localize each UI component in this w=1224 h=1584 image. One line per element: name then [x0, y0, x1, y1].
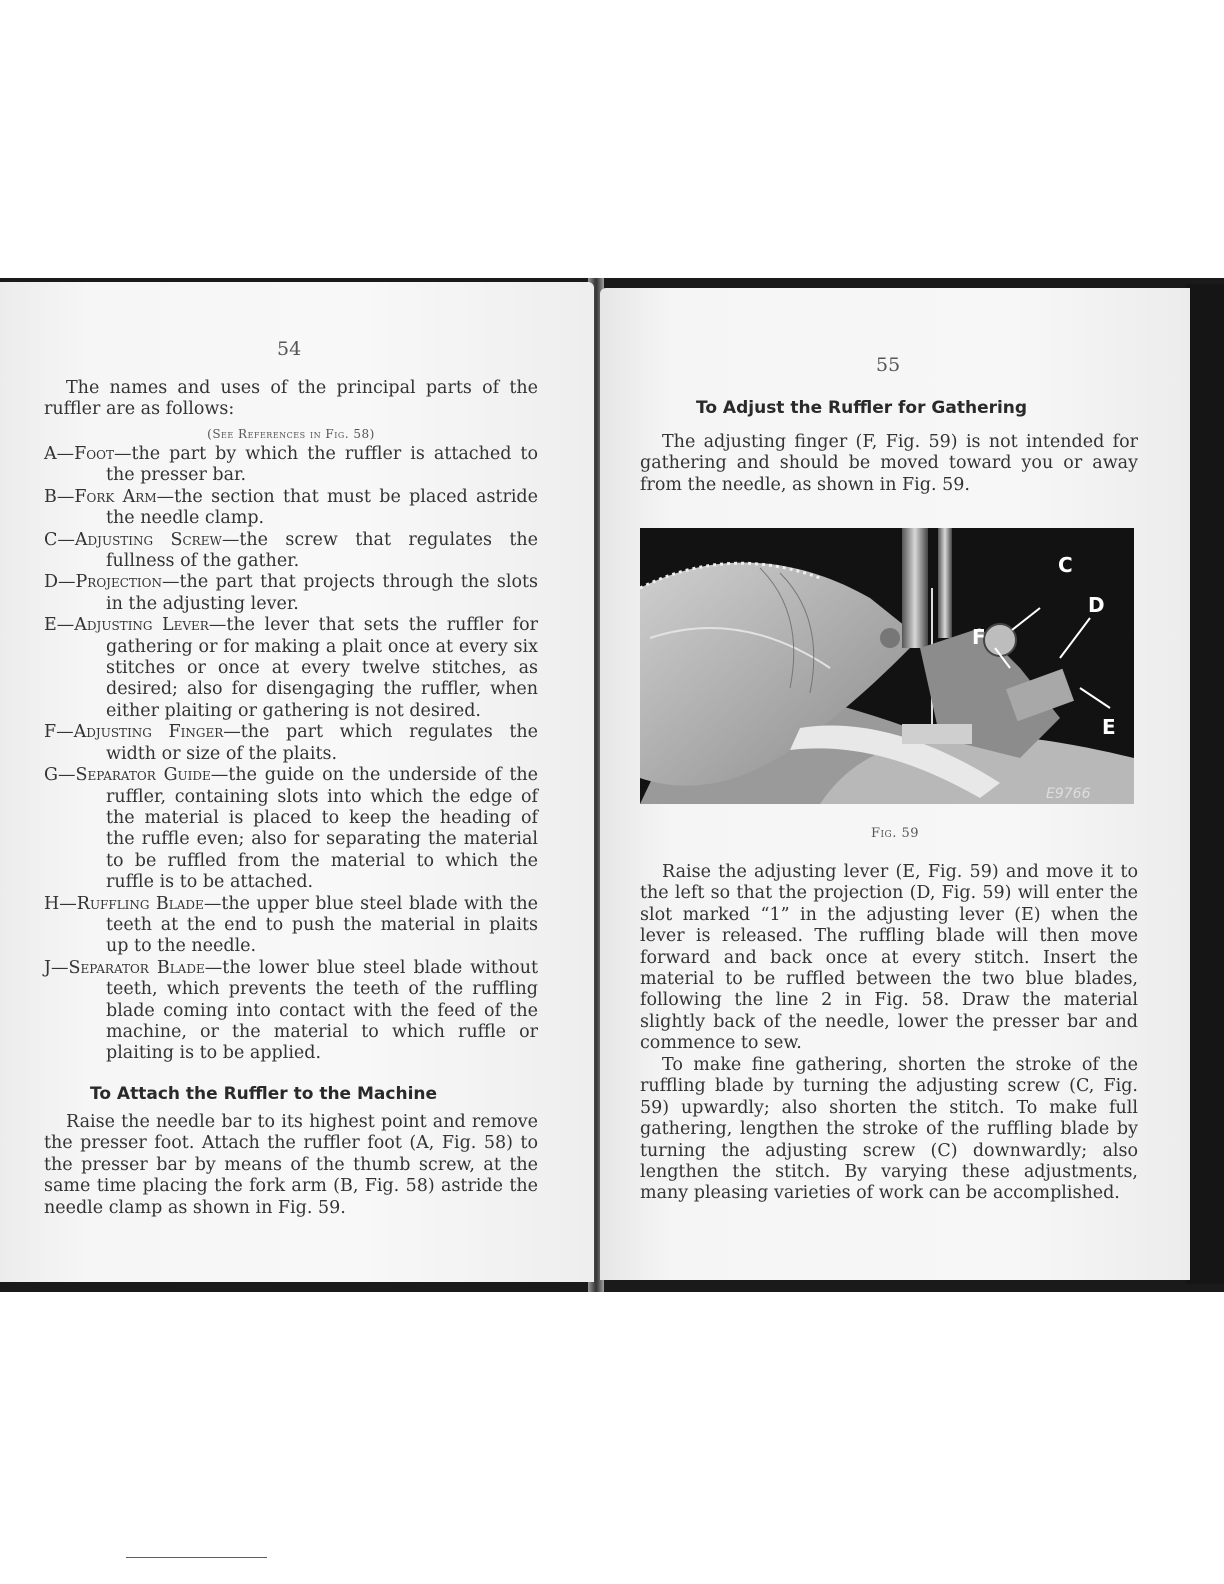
link-underline	[126, 1557, 267, 1558]
adjust-heading: To Adjust the Ruffler for Gathering	[696, 398, 1028, 418]
part-term: Fork Arm	[74, 486, 157, 507]
part-description: the lower blue steel blade without teeth, which prevents the teeth of the ruffling blade coming into contact with the feed of the machine, or the material to which ruffle or plaiting is to be applied.	[106, 957, 538, 1064]
part-letter: H	[44, 893, 60, 914]
parts-list-item: F—Adjusting Finger—the part which regulates the width or size of the plaits.	[44, 722, 538, 764]
part-term: Ruffling Blade	[76, 893, 204, 914]
book-edge	[1186, 284, 1224, 1284]
parts-list-item: B—Fork Arm—the section that must be placed astride the needle clamp.	[44, 486, 538, 529]
right-page	[600, 288, 1190, 1280]
part-letter: B	[44, 486, 57, 507]
part-description: the guide on the underside of the ruffler, containing slots into which the edge of the material is placed to keep the heading of the ruffle even; also for separating the material to be ruffled from the material to which the ruffle is to be attached.	[106, 765, 539, 893]
parts-list	[44, 444, 538, 1065]
intro-paragraph: The names and uses of the principal parts of the ruffler are as follows:	[44, 378, 538, 420]
page-number-right: 55	[876, 354, 901, 376]
part-description: the part by which the ruffler is attached to the presser bar.	[106, 444, 538, 486]
fig-label-f: F	[972, 625, 986, 649]
part-term: Adjusting Finger	[73, 722, 224, 743]
part-description: the part which regulates the width or size of the plaits.	[106, 722, 538, 764]
part-description: the lever that sets the ruffler for gathering or for making a plait once at every six stitches or once at every twelve stitches, as desired; also for disengaging the ruffler, when either plaiting or gathering is not desired.	[106, 615, 538, 721]
parts-list-item: J—Separator Blade—the lower blue steel blade without teeth, which prevents the teeth of the ruffling blade coming into contact with the feed of the machine, or the material to which ruffle or plaiting is to be applied.	[44, 957, 538, 1064]
figure-caption: Fig. 59	[870, 826, 920, 841]
parts-list-item: D—Projection—the part that projects through the slots in the adjusting lever.	[44, 572, 538, 614]
part-term: Adjusting Lever	[74, 615, 209, 636]
part-term: Foot	[74, 444, 114, 464]
part-term: Separator Blade	[68, 957, 205, 978]
part-letter: G	[44, 765, 58, 786]
parts-list-item: G—Separator Guide—the guide on the underside of the ruffler, containing slots into which the edge of the material is placed to keep the heading of the ruffle even; also for separating the material to be ruffled from the material to which the ruffle is to be attached.	[44, 765, 539, 893]
fig-stamp: E9766	[1046, 786, 1091, 802]
parts-list-item: E—Adjusting Lever—the lever that sets the ruffler for gathering or for making a plait once at every six stitches or once at every twelve stitches, as desired; also for disengaging the ruffler, when either plaiting or gathering is not desired.	[44, 615, 538, 721]
part-letter: E	[44, 615, 57, 636]
part-description: the part that projects through the slots in the adjusting lever.	[106, 572, 538, 614]
part-description: the section that must be placed astride the needle clamp.	[106, 486, 538, 529]
part-description: the upper blue steel blade with the teeth at the end to push the material in plaits up to the needle.	[106, 893, 538, 957]
parts-list-item: C—Adjusting Screw—the screw that regulates the fullness of the gather.	[44, 529, 538, 572]
fig-label-e: E	[1102, 715, 1116, 739]
part-letter: F	[44, 722, 57, 743]
parts-list-item: A—Foot—the part by which the ruffler is attached to the presser bar.	[44, 444, 538, 486]
attach-heading: To Attach the Ruffler to the Machine	[90, 1084, 438, 1104]
page-number-left: 54	[277, 338, 302, 360]
part-letter: D	[44, 572, 59, 593]
attach-paragraph: Raise the needle bar to its highest point and remove the presser foot. Attach the ruffler foot (A, Fig. 58) to the presser bar by means of the thumb screw, at the same time placing the fork arm (B, Fig. 58) astride the needle clamp as shown in Fig. 59.	[44, 1112, 538, 1218]
ruffler-illustration	[640, 528, 1134, 804]
part-letter: J	[44, 957, 52, 978]
book-spread	[0, 278, 1224, 1292]
part-term: Adjusting Screw	[74, 529, 222, 550]
part-description: the screw that regulates the fullness of the gather.	[106, 529, 538, 572]
adjust-paragraph: The adjusting finger (F, Fig. 59) is not intended for gathering and should be moved toward you or away from the needle, as shown in Fig. 59.	[640, 432, 1138, 495]
part-term: Separator Guide	[75, 765, 211, 786]
fig-label-d: D	[1088, 593, 1105, 617]
reference-note: (See References in Fig. 58)	[207, 427, 375, 441]
figure-59	[640, 528, 1134, 804]
parts-list-item: H—Ruffling Blade—the upper blue steel blade with the teeth at the end to push the material in plaits up to the needle.	[44, 893, 538, 957]
part-letter: A	[44, 444, 57, 464]
fig-label-c: C	[1058, 553, 1073, 577]
part-letter: C	[44, 529, 58, 550]
part-term: Projection	[75, 572, 163, 593]
left-page	[0, 282, 594, 1282]
gathering-paragraph: Raise the adjusting lever (E, Fig. 59) and move it to the left so that the projection (D, Fig. 59) will enter the slot marked “1” in the adjusting lever (E) when the lever is released. The ruffling blade will then move forward and back once at every stitch. Insert the material to be ruffled between the two blue blades, following the line 2 in Fig. 58. Draw the material slightly back of the needle, lower the presser bar and commence to sew.	[640, 862, 1138, 1054]
fine-gathering-paragraph: To make fine gathering, shorten the stroke of the ruffling blade by turning the adjusting screw (C, Fig. 59) upwardly; also shorten the stitch. To make full gathering, lengthen the stroke of the ruffling blade by turning the adjusting screw (C) downwardly; also lengthen the stitch. By varying these adjustments, many pleasing varieties of work can be accomplished.	[640, 1055, 1138, 1204]
